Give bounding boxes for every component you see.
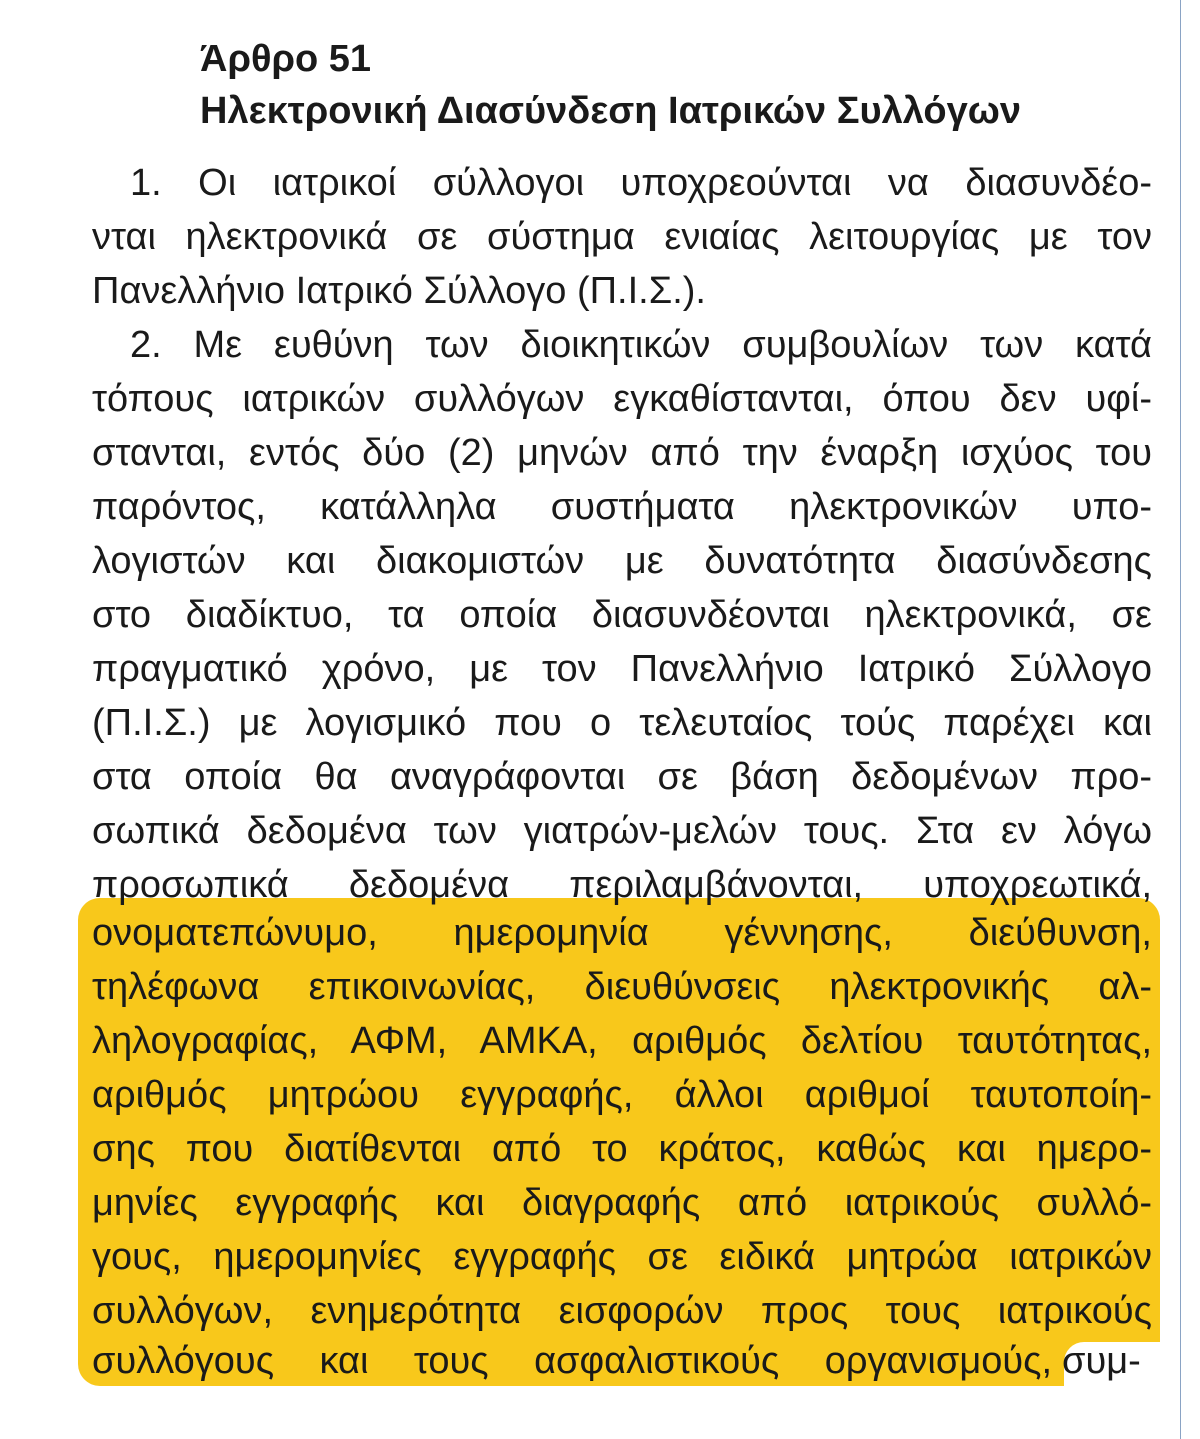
page-margin-rule <box>1180 0 1181 1439</box>
highlighted-line: γους, ημερομηνίες εγγραφής σε ειδικά μητρώα ιατρικών <box>92 1236 1152 1278</box>
highlighted-line: αριθμός μητρώου εγγραφής, άλλοι αριθμοί ταυτοποίη- <box>92 1074 1152 1116</box>
article-heading: Ηλεκτρονική Διασύνδεση Ιατρικών Συλλόγων <box>200 90 1022 132</box>
highlighted-line: ληλογραφίας, ΑΦΜ, ΑΜΚΑ, αριθμός δελτίου ταυτότητας, <box>92 1020 1152 1062</box>
paragraph-2-line: στανται, εντός δύο (2) μηνών από την έναρξη ισχύος του <box>92 432 1152 474</box>
highlighted-line: ονοματεπώνυμο, ημερομηνία γέννησης, διεύθυνση, <box>92 912 1152 954</box>
paragraph-2-line: (Π.Ι.Σ.) με λογισμικό που ο τελευταίος τούς παρέχει και <box>92 702 1152 744</box>
highlighted-line: συλλόγους και τους ασφαλιστικούς οργανισμούς, <box>92 1340 1052 1382</box>
highlighted-line: σης που διατίθενται από το κράτος, καθώς και ημερο- <box>92 1128 1152 1170</box>
paragraph-2-tail: συμ- <box>1062 1340 1141 1382</box>
paragraph-1-line: 1. Οι ιατρικοί σύλλογοι υποχρεούνται να διασυνδέο- <box>130 162 1152 204</box>
paragraph-2-line: πραγματικό χρόνο, με τον Πανελλήνιο Ιατρικό Σύλλογο <box>92 648 1152 690</box>
article-number: Άρθρο 51 <box>200 38 372 80</box>
highlighted-line: τηλέφωνα επικοινωνίας, διευθύνσεις ηλεκτρονικής αλ- <box>92 966 1152 1008</box>
highlighted-line: μηνίες εγγραφής και διαγραφής από ιατρικούς συλλό- <box>92 1182 1152 1224</box>
paragraph-2-line: σωπικά δεδομένα των γιατρών-μελών τους. Στα εν λόγω <box>92 810 1152 852</box>
paragraph-2-line: λογιστών και διακομιστών με δυνατότητα διασύνδεσης <box>92 540 1152 582</box>
paragraph-2-line: στα οποία θα αναγράφονται σε βάση δεδομένων προ- <box>92 756 1152 798</box>
paragraph-1-line: νται ηλεκτρονικά σε σύστημα ενιαίας λειτουργίας με τον <box>92 216 1152 258</box>
paragraph-2-line: 2. Με ευθύνη των διοικητικών συμβουλίων των κατά <box>130 324 1152 366</box>
paragraph-2-line: προσωπικά δεδομένα περιλαμβάνονται, υποχρεωτικά, <box>92 864 1152 906</box>
paragraph-2-line: στο διαδίκτυο, τα οποία διασυνδέονται ηλεκτρονικά, σε <box>92 594 1152 636</box>
paragraph-2-line: τόπους ιατρικών συλλόγων εγκαθίστανται, όπου δεν υφί- <box>92 378 1152 420</box>
paragraph-2-line: παρόντος, κατάλληλα συστήματα ηλεκτρονικών υπο- <box>92 486 1152 528</box>
highlighted-line: συλλόγων, ενημερότητα εισφορών προς τους ιατρικούς <box>92 1290 1152 1332</box>
paragraph-1-line: Πανελλήνιο Ιατρικό Σύλλογο (Π.Ι.Σ.). <box>92 270 706 312</box>
